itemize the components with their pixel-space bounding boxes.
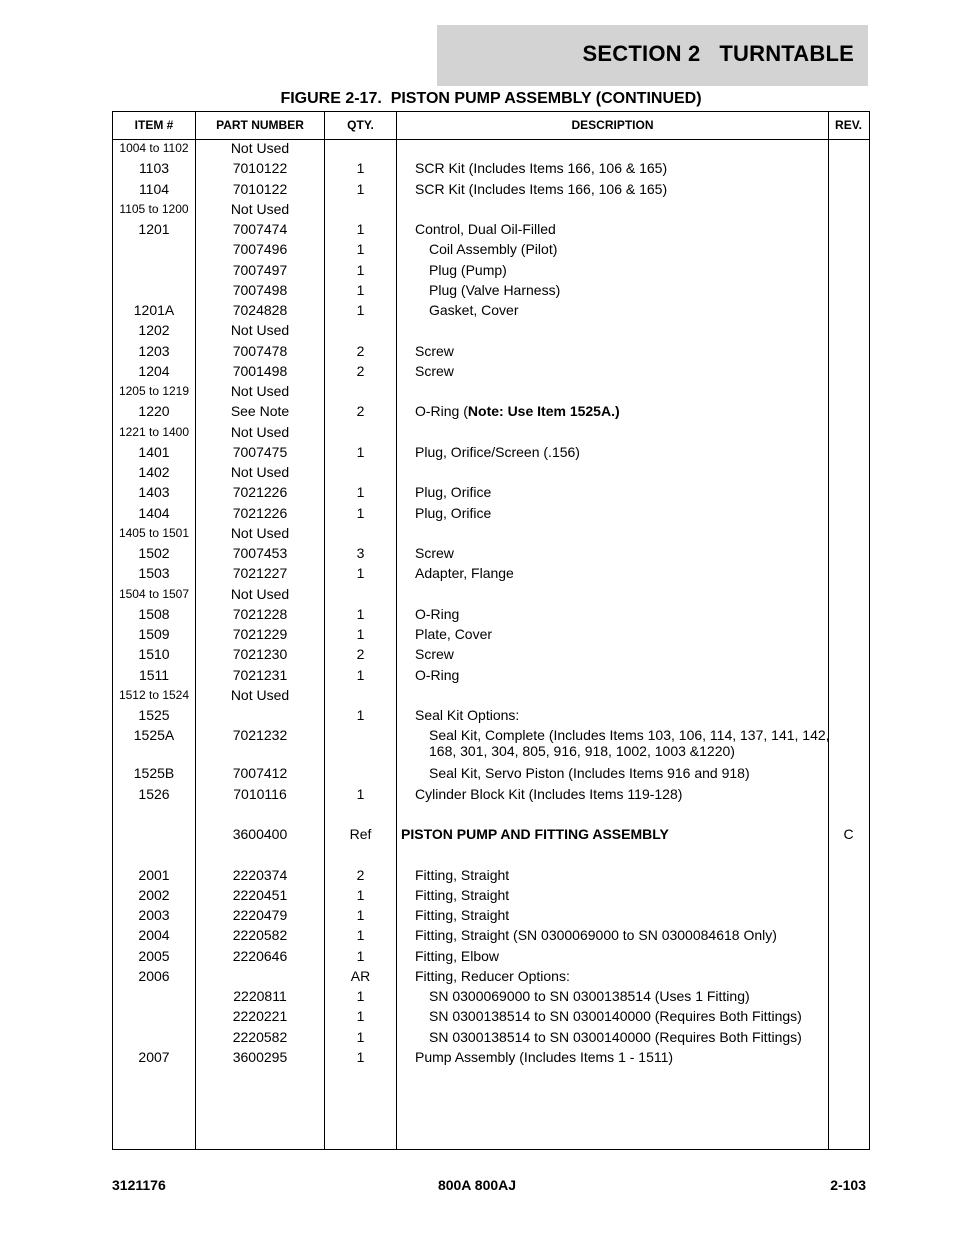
table-row bbox=[113, 887, 869, 907]
item-number: 1404 bbox=[138, 504, 170, 521]
quantity: 1 bbox=[356, 261, 365, 278]
table-row bbox=[113, 464, 869, 484]
item-number: 1511 bbox=[138, 666, 170, 683]
column-header-rev: REV. bbox=[835, 118, 862, 132]
part-number: 2220646 bbox=[232, 947, 288, 964]
table-row bbox=[113, 201, 869, 221]
table-row bbox=[113, 606, 869, 626]
quantity: 1 bbox=[356, 785, 365, 802]
column-header-part-number: PART NUMBER bbox=[216, 118, 304, 132]
quantity: 1 bbox=[356, 605, 365, 622]
table-row bbox=[113, 1049, 869, 1069]
quantity: 1 bbox=[356, 907, 365, 923]
table-row bbox=[113, 363, 869, 383]
table-row bbox=[113, 846, 869, 866]
description: Control, Dual Oil-Filled bbox=[415, 221, 556, 237]
item-number: 1220 bbox=[138, 403, 170, 420]
item-number: 1204 bbox=[138, 362, 170, 379]
description: Fitting, Straight (SN 0300069000 to SN 0300084618 Only) bbox=[415, 927, 777, 944]
part-number: Not Used bbox=[230, 322, 290, 339]
item-number: 1405 to 1501 bbox=[118, 525, 190, 540]
quantity: 1 bbox=[356, 160, 365, 177]
item-number: 1509 bbox=[138, 626, 170, 642]
table-row bbox=[113, 626, 869, 646]
item-number: 2007 bbox=[138, 1048, 170, 1065]
quantity: 2 bbox=[356, 362, 365, 379]
table-row bbox=[113, 160, 869, 180]
description: O-Ring bbox=[415, 666, 460, 683]
quantity: 1 bbox=[356, 484, 365, 501]
part-number: Not Used bbox=[230, 585, 290, 602]
description: Gasket, Cover bbox=[429, 302, 519, 318]
table-row bbox=[113, 907, 869, 927]
table-row bbox=[113, 302, 869, 322]
part-number: 7021230 bbox=[232, 646, 288, 663]
part-number: 7021231 bbox=[232, 666, 288, 683]
description: Seal Kit, Complete (Includes Items 103, 106, 114, 137, 141, 142, 168, 301, 304, 805, 916, 918, 1002, 1003 &1220) bbox=[429, 727, 830, 760]
part-number: Not Used bbox=[230, 140, 290, 156]
table-row bbox=[113, 1008, 869, 1028]
part-number: 7007475 bbox=[232, 443, 288, 460]
item-number: 1103 bbox=[138, 160, 170, 177]
table-row bbox=[113, 545, 869, 565]
parts-table bbox=[112, 111, 870, 1150]
part-number: 7007497 bbox=[232, 261, 288, 278]
item-number: 2002 bbox=[138, 886, 170, 903]
part-number: Not Used bbox=[230, 423, 290, 440]
description: Plate, Cover bbox=[415, 626, 493, 642]
part-number: 7010122 bbox=[232, 160, 288, 177]
item-number: 1203 bbox=[138, 342, 170, 359]
part-number: 7001498 bbox=[232, 362, 288, 379]
table-row bbox=[113, 140, 869, 160]
part-number: 7021228 bbox=[232, 605, 288, 622]
part-number: 2220582 bbox=[232, 927, 288, 944]
quantity: 1 bbox=[356, 504, 365, 521]
description: SN 0300138514 to SN 0300140000 (Requires Both Fittings) bbox=[429, 1028, 802, 1045]
description: Plug (Pump) bbox=[429, 261, 507, 278]
table-row bbox=[113, 525, 869, 545]
part-number: Not Used bbox=[230, 686, 290, 703]
table-row bbox=[113, 948, 869, 968]
part-number: See Note bbox=[230, 403, 290, 420]
part-number: 7007453 bbox=[232, 545, 288, 561]
part-number: 7010116 bbox=[233, 785, 287, 802]
part-number: 7007478 bbox=[232, 342, 288, 359]
item-number: 2005 bbox=[138, 947, 170, 964]
item-number: 1525B bbox=[133, 765, 175, 782]
part-number: Not Used bbox=[230, 464, 290, 480]
item-number: 1403 bbox=[138, 484, 170, 501]
table-row bbox=[113, 1029, 869, 1049]
part-number: 7021232 bbox=[232, 727, 288, 744]
table-row bbox=[113, 968, 869, 988]
description: Plug, Orifice bbox=[415, 504, 492, 521]
item-number: 1104 bbox=[138, 180, 170, 197]
quantity: 1 bbox=[356, 221, 365, 237]
quantity: 1 bbox=[356, 281, 365, 298]
quantity: 2 bbox=[356, 403, 365, 420]
quantity: 1 bbox=[356, 947, 365, 964]
description: Screw bbox=[415, 342, 454, 359]
item-number: 1525A bbox=[133, 727, 175, 744]
description: Fitting, Straight bbox=[415, 866, 510, 883]
table-row bbox=[113, 687, 869, 707]
item-number: 1205 to 1219 bbox=[118, 384, 190, 398]
table-body bbox=[113, 140, 869, 1069]
table-row bbox=[113, 826, 869, 846]
quantity: 2 bbox=[356, 342, 365, 359]
part-number: 2220221 bbox=[232, 1008, 288, 1025]
part-number: 7007474 bbox=[232, 221, 288, 237]
quantity: 3 bbox=[356, 545, 365, 561]
description: Fitting, Straight bbox=[415, 907, 510, 923]
table-row bbox=[113, 403, 869, 423]
item-number: 2006 bbox=[138, 967, 170, 984]
quantity: 1 bbox=[356, 443, 365, 460]
footer-document-number: 3121176 bbox=[112, 1177, 166, 1193]
description: Fitting, Straight bbox=[415, 886, 510, 903]
column-header-item: ITEM # bbox=[134, 118, 174, 132]
description: SCR Kit (Includes Items 166, 106 & 165) bbox=[415, 180, 668, 197]
quantity: 1 bbox=[356, 180, 365, 197]
item-number: 1512 to 1524 bbox=[118, 687, 190, 702]
part-number: 7021229 bbox=[232, 626, 288, 642]
quantity: AR bbox=[350, 967, 371, 984]
part-number: 2220451 bbox=[232, 886, 288, 903]
part-number: 2220479 bbox=[232, 907, 288, 923]
table-row bbox=[113, 241, 869, 261]
table-row bbox=[113, 424, 869, 444]
item-number: 1201A bbox=[133, 302, 175, 318]
description: O-Ring bbox=[415, 605, 460, 622]
part-number: 3600295 bbox=[232, 1048, 288, 1065]
item-number: 1105 to 1200 bbox=[119, 201, 189, 216]
quantity: Ref bbox=[349, 826, 372, 842]
table-row bbox=[113, 262, 869, 282]
item-number: 1504 to 1507 bbox=[118, 586, 190, 601]
description: Screw bbox=[415, 362, 454, 379]
table-row bbox=[113, 565, 869, 585]
quantity: 1 bbox=[356, 302, 365, 318]
part-number: 7010122 bbox=[232, 180, 288, 197]
description: Fitting, Elbow bbox=[415, 947, 500, 964]
column-header-description: DESCRIPTION bbox=[571, 118, 654, 132]
item-number: 1401 bbox=[138, 443, 170, 460]
table-row bbox=[113, 806, 869, 826]
quantity: 1 bbox=[356, 886, 365, 903]
item-number: 1221 to 1400 bbox=[118, 424, 190, 439]
item-number: 1526 bbox=[138, 785, 170, 802]
description: Screw bbox=[415, 646, 454, 663]
table-row bbox=[113, 707, 869, 727]
item-number: 1503 bbox=[138, 565, 170, 582]
part-number: 3600400 bbox=[232, 826, 288, 842]
table-row bbox=[113, 786, 869, 806]
part-number: Not Used bbox=[230, 383, 290, 399]
part-number: Not Used bbox=[230, 524, 290, 541]
part-number: 7021226 bbox=[232, 484, 288, 501]
table-row bbox=[113, 927, 869, 947]
quantity: 2 bbox=[356, 866, 365, 883]
description: Plug, Orifice bbox=[415, 484, 492, 501]
table-row bbox=[113, 484, 869, 504]
quantity: 1 bbox=[356, 626, 365, 642]
table-row bbox=[113, 221, 869, 241]
quantity: 1 bbox=[356, 1028, 365, 1045]
item-number: 2004 bbox=[138, 927, 170, 944]
description: SCR Kit (Includes Items 166, 106 & 165) bbox=[415, 160, 668, 177]
quantity: 1 bbox=[356, 1008, 365, 1025]
part-number: 7024828 bbox=[232, 302, 288, 318]
description: Seal Kit, Servo Piston (Includes Items 916 and 918) bbox=[429, 765, 750, 782]
table-row bbox=[113, 646, 869, 666]
part-number: 7021226 bbox=[232, 504, 288, 521]
table-row bbox=[113, 322, 869, 342]
description-text: O-Ring ( bbox=[415, 403, 468, 420]
description: PISTON PUMP AND FITTING ASSEMBLY bbox=[401, 826, 669, 842]
column-header-qty: QTY. bbox=[347, 118, 374, 132]
footer-page-number: 2-103 bbox=[830, 1177, 866, 1193]
item-number: 1510 bbox=[138, 646, 170, 663]
description: Pump Assembly (Includes Items 1 - 1511) bbox=[415, 1048, 674, 1065]
description: SN 0300138514 to SN 0300140000 (Requires Both Fittings) bbox=[429, 1008, 802, 1025]
description: Coil Assembly (Pilot) bbox=[429, 241, 558, 258]
quantity: 2 bbox=[356, 646, 365, 663]
part-number: 2220582 bbox=[232, 1028, 288, 1045]
quantity: 1 bbox=[356, 707, 365, 723]
footer-model: 800A 800AJ bbox=[437, 1177, 517, 1193]
description: Screw bbox=[415, 545, 454, 561]
quantity: 1 bbox=[356, 988, 365, 1004]
item-number: 2003 bbox=[138, 907, 170, 923]
table-row bbox=[113, 505, 869, 525]
part-number: 2220811 bbox=[233, 988, 287, 1004]
quantity: 1 bbox=[356, 927, 365, 944]
part-number: 2220374 bbox=[232, 866, 288, 883]
item-number: 1004 to 1102 bbox=[119, 141, 189, 155]
item-number: 1525 bbox=[138, 707, 170, 723]
figure-title: FIGURE 2-17. PISTON PUMP ASSEMBLY (CONTINUED) bbox=[280, 90, 702, 107]
quantity: 1 bbox=[356, 666, 365, 683]
description: Seal Kit Options: bbox=[415, 707, 520, 723]
section-title: SECTION 2 TURNTABLE bbox=[582, 41, 854, 66]
quantity: 1 bbox=[356, 1048, 365, 1065]
part-number: 7007496 bbox=[232, 241, 288, 258]
table-row bbox=[113, 988, 869, 1008]
table-row bbox=[113, 867, 869, 887]
part-number: 7007412 bbox=[232, 765, 288, 782]
item-number: 1202 bbox=[138, 322, 170, 339]
item-number: 1201 bbox=[138, 221, 170, 237]
table-row bbox=[113, 282, 869, 302]
item-number: 1502 bbox=[138, 545, 170, 561]
part-number: 7007498 bbox=[232, 281, 288, 298]
table-row bbox=[113, 727, 869, 765]
item-number: 2001 bbox=[138, 866, 170, 883]
table-row bbox=[113, 383, 869, 403]
description: Plug (Valve Harness) bbox=[429, 281, 561, 298]
table-row bbox=[113, 765, 869, 785]
description: Cylinder Block Kit (Includes Items 119-128) bbox=[415, 785, 683, 802]
part-number: Not Used bbox=[230, 200, 290, 217]
quantity: 1 bbox=[356, 565, 365, 582]
description: Plug, Orifice/Screen (.156) bbox=[415, 443, 580, 460]
table-row bbox=[113, 586, 869, 606]
table-row bbox=[113, 444, 869, 464]
item-number: 1508 bbox=[138, 605, 170, 622]
description: Fitting, Reducer Options: bbox=[415, 967, 570, 984]
table-row bbox=[113, 667, 869, 687]
description bbox=[415, 403, 831, 419]
table-row bbox=[113, 181, 869, 201]
description: SN 0300069000 to SN 0300138514 (Uses 1 Fitting) bbox=[429, 988, 750, 1004]
item-number: 1402 bbox=[138, 464, 170, 480]
table-row bbox=[113, 343, 869, 363]
revision: C bbox=[843, 826, 854, 842]
description-note: Note: Use Item 1525A.) bbox=[467, 403, 620, 420]
section-banner bbox=[437, 25, 868, 86]
part-number: 7021227 bbox=[232, 565, 288, 582]
quantity: 1 bbox=[356, 241, 365, 258]
description: Adapter, Flange bbox=[415, 565, 514, 582]
